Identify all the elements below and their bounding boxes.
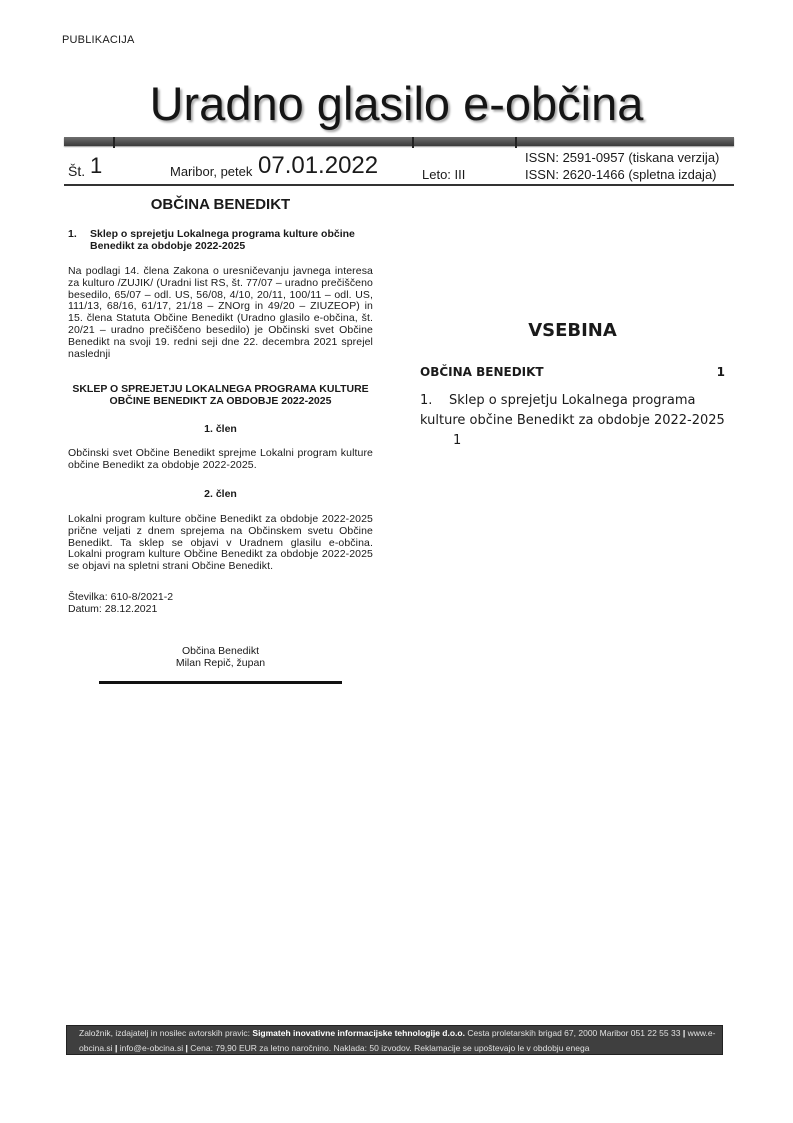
document-date: Datum: 28.12.2021 [68, 603, 158, 615]
footer-web-link[interactable]: www.e-obcina.si [79, 1028, 716, 1053]
toc-entry-title[interactable]: Sklep o sprejetju Lokalnega programa kulture občine Benedikt za obdobje 2022-2025 [420, 393, 725, 428]
issue-date: 07.01.2022 [258, 152, 379, 179]
rule-tick [412, 137, 414, 148]
footer-prefix: Založnik, izdajatelj in nosilec avtorskih pravic: [79, 1028, 251, 1038]
toc-title: VSEBINA [528, 320, 617, 341]
signature-block [68, 645, 373, 669]
end-rule [99, 681, 342, 684]
act-title [68, 228, 368, 252]
document-number: Številka: 610-8/2021-2 [68, 591, 174, 603]
footer-address: Cesta proletarskih brigad 67, 2000 Maribor 051 22 55 33 [467, 1028, 681, 1038]
issue-label: Št. [68, 163, 86, 179]
article-2-text: Lokalni program kulture občine Benedikt za obdobje 2022-2025 prične veljati z dnem sprejema na Občinskem svetu Občine Benedikt. Ta sklep se objavi v Uradnem glasilu e-občina. Lokalni program kulture Občine Benedikt za obdobje 2022-2025 se objavi na spletni strani Občine Benedikt. [68, 513, 373, 573]
toc-entry[interactable] [420, 391, 730, 451]
decision-title: SKLEP O SPREJETJU LOKALNEGA PROGRAMA KULTURE OBČINE BENEDIKT ZA OBDOBJE 2022-2025 [72, 383, 369, 407]
rule-tick [113, 137, 115, 148]
year-label: Leto: III [422, 167, 466, 182]
issn-print: ISSN: 2591-0957 (tiskana verzija) [525, 150, 720, 165]
footer-company: Sigmateh inovativne informacijske tehnologije d.o.o. [252, 1028, 465, 1038]
signature-name: Milan Repič, župan [175, 657, 266, 669]
article-2-heading: 2. člen [204, 488, 237, 500]
footer-price: Cena: 79,90 EUR za letno naročnino. Naklada: 50 izvodov. Reklamacije se upoštevajo le v obdobju enega [190, 1043, 590, 1053]
document-reference [68, 591, 173, 615]
article-1-text: Občinski svet Občine Benedikt sprejme Lokalni program kulture občine Benedikt za obdobje 2022-2025. [68, 447, 373, 471]
toc-section [420, 365, 725, 379]
signature-org: Občina Benedikt [181, 645, 260, 657]
municipality-heading: OBČINA BENEDIKT [150, 196, 291, 213]
toc-entry-number: 1. [420, 393, 433, 408]
publication-label: PUBLIKACIJA [62, 34, 135, 46]
act-title-text: Sklep o sprejetju Lokalnega programa kulture občine Benedikt za obdobje 2022-2025 [90, 228, 355, 252]
preamble: Na podlagi 14. člena Zakona o uresničevanju javnega interesa za kulturo /ZUJIK/ (Uradni list RS, št. 77/07 – uradno prečiščeno besedilo, 65/07 – odl. US, 56/08, 4/10, 20/11, 100/11 – odl. US, 111/13, 68/16, 61/17, 21/18 – ZNOrg in 49/20 – ZIUZEOP) in 15. člena Statuta Občine Benedikt (Uradno glasilo e-občina, št. 20/21 – uradno prečiščeno besedilo) je Občinski svet Občine Benedikt na svoji 19. redni seji dne 22. decembra 2021 sprejel naslednji [68, 265, 373, 360]
act-number: 1. [68, 228, 77, 240]
toc-section-label: OBČINA BENEDIKT [420, 365, 544, 379]
place-day: Maribor, petek [170, 164, 253, 179]
masthead-title: Uradno glasilo e-občina [149, 77, 644, 130]
issn-online: ISSN: 2620-1466 (spletna izdaja) [525, 167, 717, 182]
footer-email-link[interactable]: info@e-obcina.si [119, 1043, 184, 1053]
toc-section-page: 1 [716, 365, 725, 379]
rule-tick [515, 137, 517, 148]
publisher-footer: Založnik, izdajatelj in nosilec avtorskih pravic: Sigmateh inovativne informacijske tehnologije d.o.o. Cesta proletarskih brigad 67, 2000 Maribor 051 22 55 33 | www.e-obcina.si | info@e-obcina.si | Cena: 79,90 EUR za letno naročnino. Naklada: 50 izvodov. Reklamacije se upoštevajo le v obdobju enega [66, 1025, 723, 1055]
article-1-heading: 1. člen [204, 423, 237, 435]
header-divider [64, 184, 734, 186]
toc-entry-page: 1 [453, 433, 462, 448]
issue-number: 1 [90, 153, 103, 178]
masthead-rule [64, 137, 734, 146]
